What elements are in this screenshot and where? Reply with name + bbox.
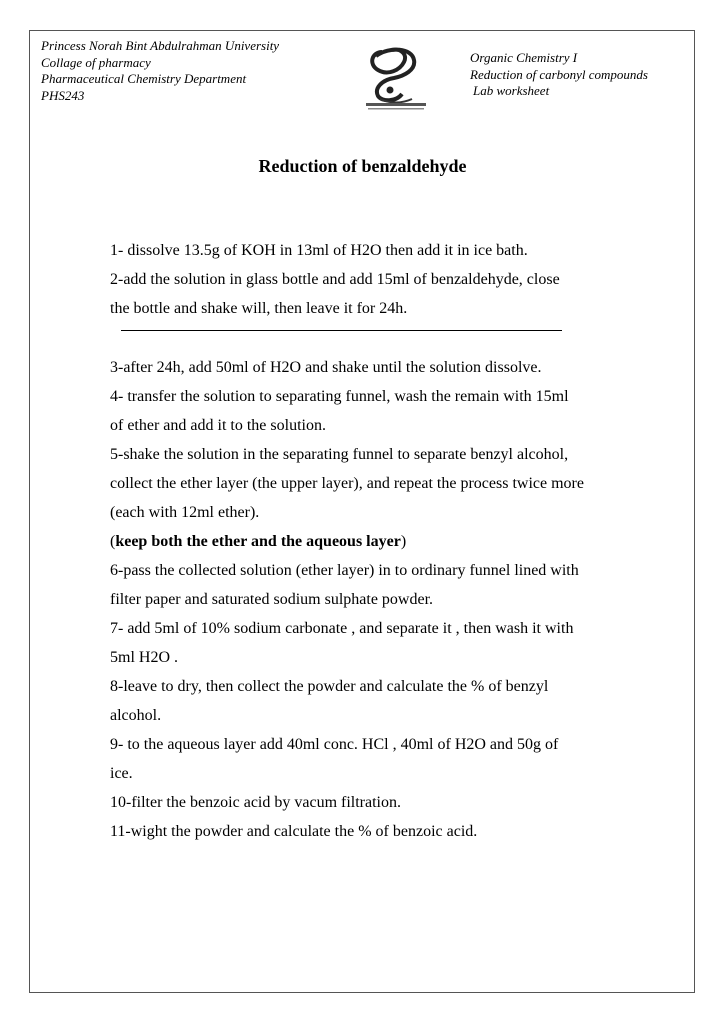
step-line: 4- transfer the solution to separating funnel, wash the remain with 15ml — [110, 388, 569, 405]
step-line: 5ml H2O . — [110, 649, 178, 666]
step-line: 9- to the aqueous layer add 40ml conc. HCl , 40ml of H2O and 50g of — [110, 736, 559, 753]
step-line: (each with 12ml ether). — [110, 504, 260, 521]
step-line: 11-wight the powder and calculate the % of benzoic acid. — [110, 823, 478, 840]
step-line: 2-add the solution in glass bottle and add 15ml of benzaldehyde, close — [110, 271, 560, 288]
department-name: Pharmaceutical Chemistry Department — [41, 71, 247, 86]
step-line: 10-filter the benzoic acid by vacum filtration. — [110, 794, 401, 811]
page-title: Reduction of benzaldehyde — [258, 156, 467, 176]
procedure-steps-part2 — [110, 353, 630, 846]
step-line: the bottle and shake will, then leave it for 24h. — [110, 300, 408, 317]
procedure-steps-part1 — [110, 236, 630, 323]
step-line: 6-pass the collected solution (ether layer) in to ordinary funnel lined with — [110, 562, 579, 579]
step-line: 8-leave to dry, then collect the powder and calculate the % of benzyl — [110, 678, 549, 695]
topic-title: Reduction of carbonyl compounds — [470, 66, 648, 82]
step-line: ice. — [110, 765, 133, 782]
step-line: 7- add 5ml of 10% sodium carbonate , and separate it , then wash it with — [110, 620, 574, 637]
step-line: alcohol. — [110, 707, 162, 724]
step-line: 5-shake the solution in the separating funnel to separate benzyl alcohol, — [110, 446, 569, 463]
note-bold-text: keep both the ether and the aqueous layer — [115, 533, 401, 550]
university-logo-icon — [360, 42, 432, 112]
step-line: of ether and add it to the solution. — [110, 417, 326, 434]
worksheet-label: Lab worksheet — [473, 83, 550, 98]
college-name: Collage of pharmacy — [41, 54, 151, 70]
note-line — [110, 527, 630, 556]
course-code: PHS243 — [41, 87, 85, 103]
horizontal-divider — [121, 330, 562, 331]
university-name: Princess Norah Bint Abdulrahman University — [41, 38, 280, 53]
course-title: Organic Chemistry I — [470, 50, 578, 65]
note-paren-close: ) — [400, 533, 407, 550]
note-paren-open: ( — [110, 533, 116, 550]
step-line: 3-after 24h, add 50ml of H2O and shake until the solution dissolve. — [110, 359, 542, 376]
header-course-info — [470, 50, 648, 100]
step-line: filter paper and saturated sodium sulphate powder. — [110, 591, 434, 608]
step-line: 1- dissolve 13.5g of KOH in 13ml of H2O then add it in ice bath. — [110, 242, 528, 259]
header-institution — [41, 38, 279, 104]
step-line: collect the ether layer (the upper layer), and repeat the process twice more — [110, 475, 584, 492]
